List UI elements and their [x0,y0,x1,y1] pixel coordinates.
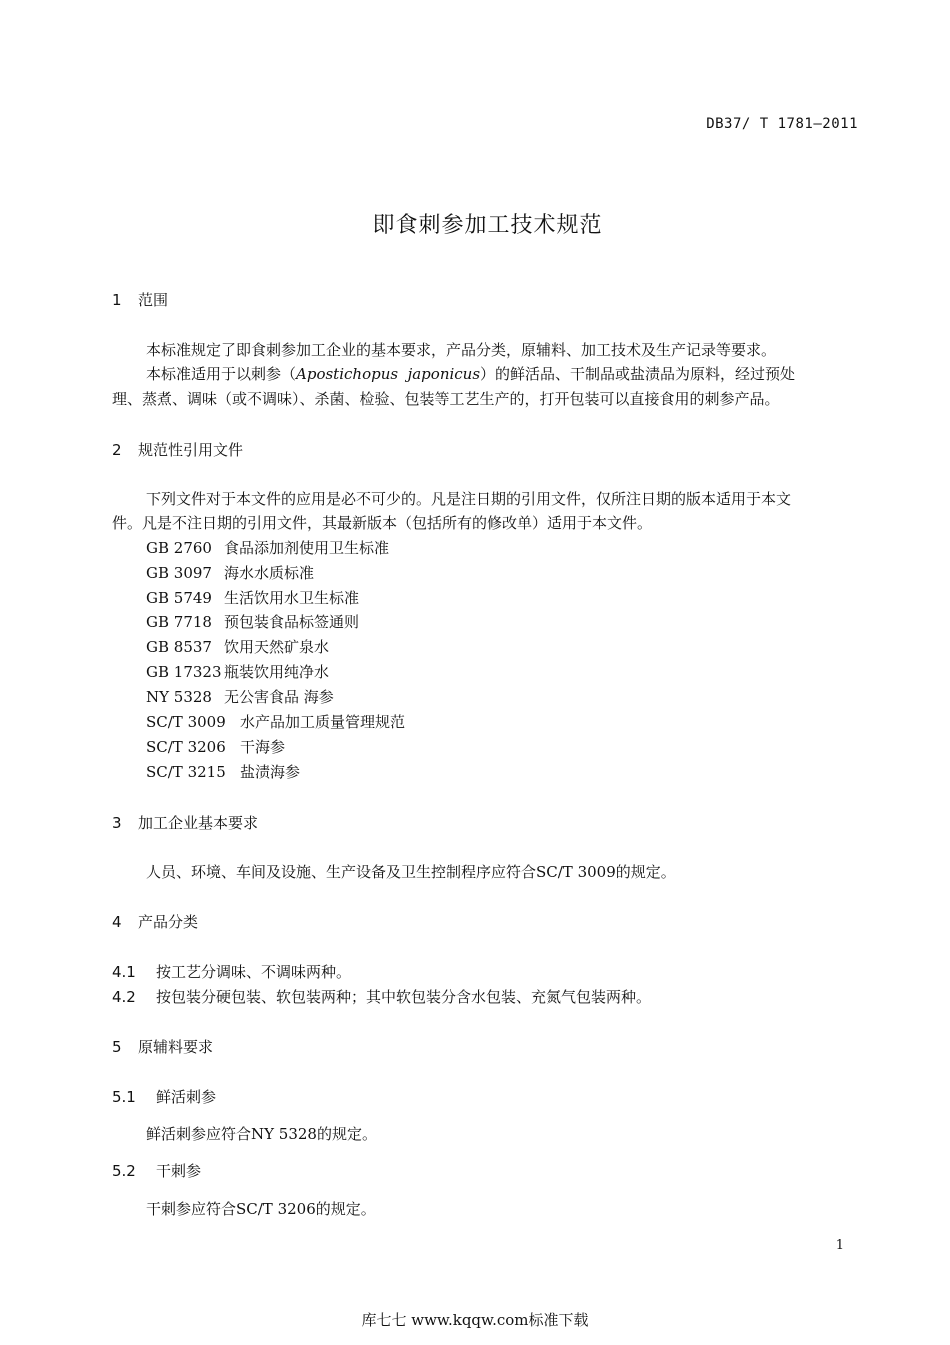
footer-watermark: 库七七 www.kqqw.com标准下载 [361,1311,589,1329]
section-1-paragraph-2-cont: 理、蒸煮、调味（或不调味）、杀菌、检验、包装等工艺生产的，打开包装可以直接食用的刺参产品。 [112,390,780,408]
section-number: 4 [112,913,122,931]
reference-code: GB 17323 [146,663,222,681]
reference-title: 食品添加剂使用卫生标准 [224,539,390,557]
section-2-heading [112,439,243,460]
reference-item [146,736,285,757]
reference-title: 干海参 [240,738,286,756]
section-3-heading [112,812,258,833]
reference-item [146,711,405,732]
clause-5-1-text: 鲜活刺参应符合NY 5328的规定。 [146,1125,377,1143]
clause-4-2 [112,986,651,1007]
reference-title: 瓶装饮用纯净水 [224,663,330,681]
clause-5-2-text: 干刺参应符合SC/T 3206的规定。 [146,1200,376,1218]
clause-number: 4.1 [112,963,136,981]
reference-title: 盐渍海参 [240,763,301,781]
section-5-heading [112,1036,213,1057]
clause-title: 干刺参 [156,1162,202,1180]
clause-number: 5.2 [112,1162,136,1180]
reference-title: 饮用天然矿泉水 [224,638,330,656]
section-4-heading [112,911,198,932]
clause-5-1-heading [112,1086,216,1107]
text-run: 本标准适用于以刺参（ [146,365,297,383]
reference-code: GB 8537 [146,638,212,656]
reference-item [146,611,359,632]
reference-code: GB 7718 [146,613,212,631]
clause-text: 按工艺分调味、不调味两种。 [156,963,352,981]
reference-title: 生活饮用水卫生标准 [224,589,360,607]
reference-title: 水产品加工质量管理规范 [240,713,406,731]
reference-code: GB 3097 [146,564,212,582]
clause-number: 4.2 [112,988,136,1006]
clause-number: 5.1 [112,1088,136,1106]
section-title: 规范性引用文件 [138,441,244,459]
section-title: 加工企业基本要求 [138,814,259,832]
reference-code: GB 2760 [146,539,212,557]
page-number: 1 [835,1238,844,1253]
section-number: 1 [112,291,122,309]
clause-title: 鲜活刺参 [156,1088,217,1106]
text-run: ）的鲜活品、干制品或盐渍品为原料，经过预处 [480,365,796,383]
reference-code: SC/T 3206 [146,738,226,756]
reference-title: 预包装食品标签通则 [224,613,360,631]
section-1-heading [112,289,168,310]
document-title: 即食刺参加工技术规范 [372,213,603,238]
reference-title: 无公害食品 海参 [224,688,334,706]
section-number: 3 [112,814,122,832]
clause-4-1 [112,961,351,982]
section-title: 原辅料要求 [138,1038,214,1056]
section-1-paragraph-1: 本标准规定了即食刺参加工企业的基本要求，产品分类，原辅料、加工技术及生产记录等要求。 [146,341,777,359]
clause-5-2-heading [112,1160,201,1181]
reference-item [146,636,329,657]
reference-item [146,686,334,707]
section-title: 产品分类 [138,913,199,931]
section-2-paragraph-1: 下列文件对于本文件的应用是必不可少的。凡是注日期的引用文件，仅所注日期的版本适用于本文 [146,490,792,508]
reference-title: 海水水质标准 [224,564,315,582]
reference-code: SC/T 3215 [146,763,226,781]
section-number: 2 [112,441,122,459]
section-2-paragraph-1-cont: 件。凡是不注日期的引用文件，其最新版本（包括所有的修改单）适用于本文件。 [112,514,653,532]
standard-code: DB37/ T 1781—2011 [706,116,858,132]
clause-text: 按包装分硬包装、软包装两种；其中软包装分含水包装、充氮气包装两种。 [156,988,652,1006]
species-name: Apostichopus japonicus [296,365,481,383]
reference-code: NY 5328 [146,688,212,706]
reference-item [146,761,300,782]
reference-item [146,562,314,583]
section-title: 范围 [138,291,169,309]
section-1-paragraph-2 [146,363,795,384]
section-3-paragraph-1: 人员、环境、车间及设施、生产设备及卫生控制程序应符合SC/T 3009的规定。 [146,863,676,881]
reference-item [146,537,389,558]
reference-code: SC/T 3009 [146,713,226,731]
reference-code: GB 5749 [146,589,212,607]
section-number: 5 [112,1038,122,1056]
reference-item [146,661,329,682]
reference-item [146,587,359,608]
